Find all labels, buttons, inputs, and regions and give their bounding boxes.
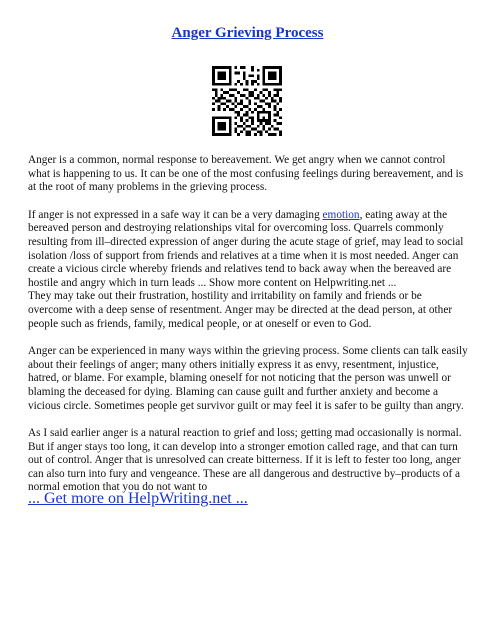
emotion-link[interactable]: emotion — [322, 208, 360, 221]
qr-code-icon — [212, 66, 282, 136]
paragraph-4: As I said earlier anger is a natural reaction to grief and loss; getting mad occasionally is normal. But if anger stays too long, it can develop into a stronger emotion called rage, and that can turn out of control. Anger that is unresolved can create bitterness. If it is left to fester too long, anger can also turn into fury and vengeance. These are all dangerous and destructive by–products of a normal emotion that you do not want to — [28, 427, 462, 494]
article-body — [28, 154, 468, 509]
paragraph-3: Anger can be experienced in many ways within the grieving process. Some clients can talk easily about their feelings of anger; many others initially express it as envy, resentment, injustice, hatred, or blame. For example, blaming oneself for not noticing that the person was unwell or blaming the deceased for dying. Blaming can cause guilt and further anxiety and become a vicious circle. Sometimes people get survivor guilt or may feel it is safer to be guilty than angry. — [28, 345, 468, 412]
paragraph-2-continuation: They may take out their frustration, hostility and irritability on family and friends or be overcome with a deep sense of resentment. Anger may be directed at the dead person, at other people such as friends, family, medical people, or at oneself or even to God. — [28, 290, 453, 330]
paragraph-2-text-start: If anger is not expressed in a safe way it can be a very damaging — [28, 208, 323, 221]
paragraph-2-text-end: , eating away at the bereaved person and destroying relationships vital for overcoming loss. Quarrels commonly resulting from ill–directed expression of anger during the acute stage of grief, may lead to social isolation /loss of support from friends and relatives at a time when it is most needed. Anger can create a vicious circle whereby friends and relatives tend to back away when the bereaved are hostile and angry which in turn leads ... Show more content on Helpwriting.net ... — [28, 208, 464, 289]
get-more-link[interactable]: ... Get more on HelpWriting.net ... — [28, 490, 248, 507]
document-title[interactable]: Anger Grieving Process — [171, 25, 324, 41]
paragraph-1: Anger is a common, normal response to bereavement. We get angry when we cannot control what is happening to us. It can be one of the most confusing feelings during bereavement, and is at the root of many problems in the grieving process. — [28, 154, 464, 194]
paragraph-2 — [28, 209, 468, 331]
